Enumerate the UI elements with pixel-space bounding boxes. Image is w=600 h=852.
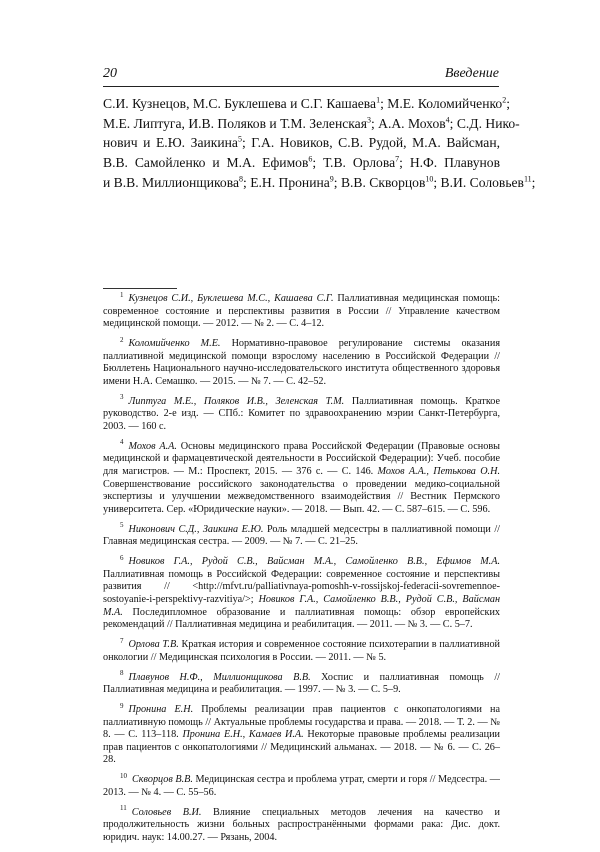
- body-text-run: ; В.И. Соловьев: [433, 174, 524, 190]
- footnote-author: Коломийченко М.Е.: [128, 338, 221, 350]
- footnote-number: 6: [120, 553, 124, 562]
- footnote-item: [103, 701, 501, 767]
- footnote-text: Последипломное образование и паллиативная помощь: обзор европейских рекомендаций // Паллиативная медицина и реабилитация. — 2011. — № 3. — С. 5–7.: [103, 606, 500, 631]
- header-rule: [103, 86, 499, 87]
- footnote-separator: [103, 288, 177, 289]
- footnote-ref: 10: [425, 174, 434, 184]
- footnote-author: Кузнецов С.И., Буклешева М.С., Кашаева С.Г.: [128, 293, 334, 304]
- footnote-item: [103, 553, 500, 632]
- body-text-run: В.В. Самойленко и М.А. Ефимов: [103, 155, 309, 171]
- body-text-run: ; Т.В. Орлова: [312, 155, 396, 171]
- footnote-item: [103, 521, 500, 549]
- body-text-run: ; Е.Н. Пронина: [243, 174, 330, 190]
- body-text-run: ;: [506, 96, 510, 111]
- footnote-number: 1: [120, 290, 124, 299]
- footnote-text: Некоторые правовые проблемы реализации прав пациентов с онкопатологиями // Медицинский альманах. — 2018. — № 6. — С. 26–28.: [103, 729, 500, 766]
- footnote-item: [103, 438, 500, 517]
- footnote-text: Хоспис и паллиативная помощь // Паллиативная медицина и реабилитация. — 1997. — № 3. — С. 5–9.: [103, 671, 500, 696]
- footnote-text: Влияние специальных методов лечения на качество и продолжительность жизни больных распространёнными формами рака: Дис. докт. юридич. наук: 14.00.27. — Рязань, 2004.: [103, 806, 501, 843]
- footnote-item: [103, 335, 500, 388]
- footnote-ref: 3: [366, 115, 371, 125]
- body-text-run: ; Г.А. Новиков, С.В. Рудой, М.А. Вайсман,: [241, 135, 500, 151]
- body-line: [103, 173, 536, 193]
- body-text-run: нович и Е.Ю. Заикина: [103, 135, 238, 151]
- footnote-author: Пронина Е.Н., Камаев И.А.: [182, 729, 304, 741]
- footnote-author: Соловьев В.И.: [131, 806, 202, 818]
- footnote-item: [103, 771, 500, 799]
- footnote-number: 2: [120, 335, 124, 344]
- footnotes: [103, 290, 501, 852]
- footnote-ref: 1: [376, 95, 381, 105]
- body-text-run: и В.В. Миллионщикова: [103, 174, 240, 190]
- body-line: [103, 133, 500, 153]
- body-text-run: ; В.В. Скворцов: [333, 174, 426, 190]
- footnote-author: Орлова Т.В.: [128, 639, 179, 651]
- footnote-item: [103, 669, 500, 697]
- body-line: [103, 153, 500, 173]
- body-line: [103, 94, 510, 114]
- footnote-item: [103, 636, 501, 664]
- footnote-number: 10: [120, 771, 127, 780]
- page-number: 20: [103, 66, 117, 81]
- body-line: [103, 114, 520, 134]
- footnote-author: Липтуга М.Е., Поляков И.В., Зеленская Т.М.: [128, 395, 345, 407]
- footnote-text: Основы медицинского права Российской Федерации (Правовые основы медицинской и фармацевтической деятельности в Российской Федерации): Учеб. пособие для магистров. — М.: Проспект, 2015. — 376 с. — С. 146.: [103, 440, 500, 478]
- footnote-item: [103, 290, 500, 331]
- footnote-number: 4: [120, 438, 124, 447]
- footnote-ref: 6: [308, 154, 313, 164]
- body-paragraph: [103, 94, 536, 193]
- footnote-ref: 2: [502, 95, 507, 105]
- footnote-author: Пронина Е.Н.: [128, 704, 194, 715]
- footnote-number: 8: [120, 669, 124, 678]
- footnote-text: Нормативно-правовое регулирование системы оказания паллиативной медицинской помощи взрослому населению в Российской Федерации // Бюллетень Национального научно-исследовательского института общественного здоровья имени Н.А. Семашко. — 2015. — № 7. — С. 42–52.: [103, 338, 500, 387]
- running-header: [103, 66, 499, 82]
- footnote-item: [103, 393, 500, 434]
- footnote-text: Паллиативная помощь в Российской Федерации: современное состояние и перспективы развития // <http://mfvt.ru/palliativnaya-pomoshh-v-rossijskoj-federacii-sovremennoe-sostoyanie-i-perspektivy-razvitiya/>;: [103, 568, 500, 605]
- footnote-ref: 8: [239, 174, 244, 184]
- footnote-text: Паллиативная помощь. Краткое руководство. 2-е изд. — СПб.: Комитет по здравоохранению мэрии Санкт-Петербурга, 2003. — 160 с.: [103, 395, 500, 432]
- footnote-author: Мохов А.А., Петькова О.Н.: [377, 466, 500, 478]
- body-text-run: ; А.А. Мохов: [370, 115, 446, 131]
- footnote-ref: 7: [395, 154, 400, 164]
- body-text-run: С.И. Кузнецов, М.С. Буклешева и С.Г. Кашаева: [103, 96, 377, 111]
- footnote-text: Медицинская сестра и проблема утрат, смерти и горя // Медсестра. — 2013. — № 4. — С. 55–56.: [103, 774, 500, 798]
- body-text-run: ;: [531, 174, 536, 190]
- footnote-text: Совершенствование российского законодательства о проведении медико-социальной экспертизы и улучшении межведомственного взаимодействия // Вестник Пермского университета. Сер. «Юридические науки». — 2018. — Вып. 42. — С. 587–615. — С. 596.: [103, 478, 500, 515]
- footnote-text: Проблемы реализации прав пациентов с онкопатологиями на паллиативную помощь // Актуальные проблемы государства и права. — 2018. — Т. 2. — № 8. — С. 113–118.: [103, 704, 501, 741]
- footnote-ref: 9: [329, 174, 334, 184]
- footnote-number: 11: [120, 804, 127, 813]
- body-text-run: ; Н.Ф. Плавунов: [399, 155, 500, 171]
- footnote-ref: 4: [445, 115, 450, 125]
- footnote-number: 3: [120, 393, 124, 402]
- footnote-text: Паллиативная медицинская помощь: современное состояние и перспективы развития в России // Управление качеством медицинской помощи. — 2012. — № 2. — С. 4–12.: [103, 293, 500, 330]
- body-text-run: ; М.Е. Коломийченко: [380, 96, 503, 111]
- footnote-text: Роль младшей медсестры в паллиативной помощи // Главная медицинская сестра. — 2009. — № 7. — С. 21–25.: [103, 523, 500, 548]
- footnote-author: Мохов А.А.: [128, 440, 177, 452]
- footnote-author: Новиков Г.А., Рудой С.В., Вайсман М.А., Самойленко В.В., Ефимов М.А.: [128, 556, 500, 568]
- footnote-author: Плавунов Н.Ф., Миллионщикова В.В.: [128, 671, 311, 683]
- footnote-number: 5: [120, 521, 124, 530]
- footnote-number: 9: [120, 701, 124, 710]
- footnote-item: [103, 804, 501, 845]
- body-text-run: ; С.Д. Нико-: [449, 115, 520, 131]
- footnote-author: Никонович С.Д., Заикина Е.Ю.: [128, 523, 264, 535]
- footnote-ref: 5: [237, 134, 242, 144]
- section-title: Введение: [444, 66, 499, 81]
- footnote-author: Новиков Г.А., Самойленко В.В., Рудой С.В., Вайсман М.А.: [103, 593, 500, 618]
- footnote-number: 7: [120, 636, 124, 645]
- footnote-author: Скворцов В.В.: [132, 774, 193, 786]
- footnote-ref: 11: [523, 174, 532, 184]
- body-text-run: М.Е. Липтуга, И.В. Поляков и Т.М. Зеленская: [103, 115, 367, 131]
- footnote-text: Краткая история и современное состояние психотерапии в паллиативной онкологии // Медицинская психология в России. — 2011. — № 5.: [103, 639, 501, 663]
